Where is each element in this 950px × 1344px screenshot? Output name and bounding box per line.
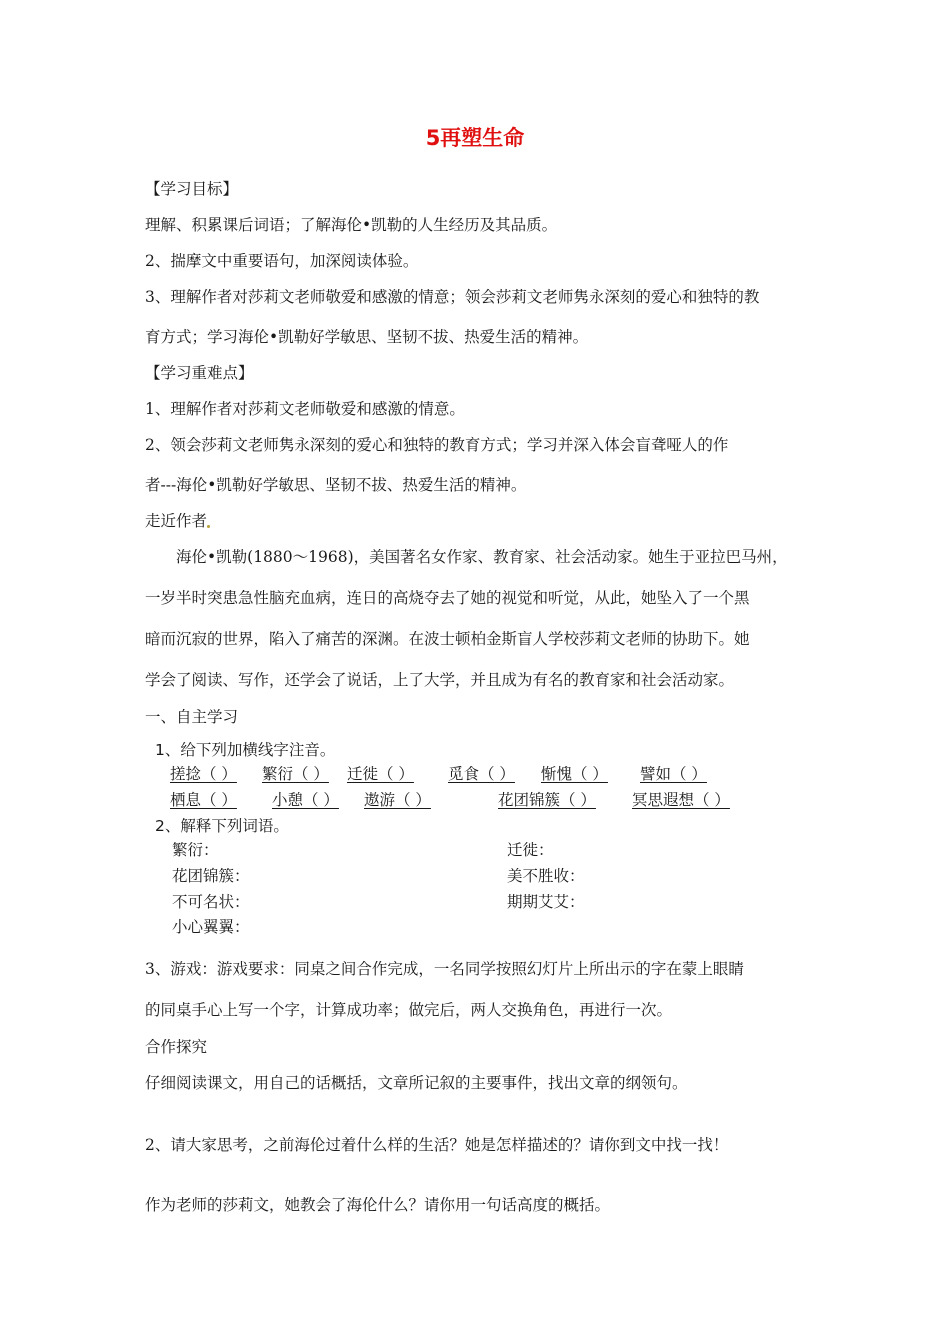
page-title: 5再塑生命 [425, 126, 525, 150]
pinyin-item: 栖息（ ） [170, 791, 237, 809]
goal-item: 理解、积累课后词语；了解海伦•凯勒的人生经历及其品质。 [145, 216, 558, 234]
pinyin-item: 惭愧（ ） [541, 765, 608, 783]
question-3-line: 3、游戏：游戏要求：同桌之间合作完成，一名同学按照幻灯片上所出示的字在蒙上眼睛 [145, 960, 744, 978]
key-point-item: 2、领会莎莉文老师隽永深刻的爱心和独特的教育方式；学习并深入体会盲聋哑人的作 [145, 436, 729, 454]
author-paragraph-line: 一岁半时突患急性脑充血病，连日的高烧夺去了她的视觉和听觉，从此，她坠入了一个黑 [145, 589, 750, 607]
pinyin-item: 遨游（ ） [364, 791, 431, 809]
decorative-dot [207, 525, 210, 528]
section-heading-goals: 【学习目标】 [145, 180, 239, 198]
author-paragraph-line: 学会了阅读、写作，还学会了说话，上了大学，并且成为有名的教育家和社会活动家。 [145, 671, 735, 689]
question-3-line: 的同桌手心上写一个字，计算成功率；做完后，两人交换角色，再进行一次。 [145, 1001, 673, 1019]
goal-item: 育方式；学习海伦•凯勒好学敏思、坚韧不拔、热爱生活的精神。 [145, 328, 589, 346]
goal-item: 2、揣摩文中重要语句，加深阅读体验。 [145, 252, 419, 270]
vocab-term: 繁衍： [172, 841, 219, 859]
vocab-term: 小心翼翼： [172, 918, 250, 936]
question-1: 1、给下列加横线字注音。 [155, 741, 336, 759]
coop-question: 作为老师的莎莉文，她教会了海伦什么？请你用一句话高度的概括。 [145, 1196, 611, 1214]
key-point-item: 1、理解作者对莎莉文老师敬爱和感激的情意。 [145, 400, 465, 418]
vocab-term: 迁徙： [507, 841, 554, 859]
pinyin-item: 冥思遐想（ ） [632, 791, 730, 809]
pinyin-item: 小憩（ ） [272, 791, 339, 809]
self-study-heading: 一、自主学习 [145, 708, 239, 726]
coop-question: 2、请大家思考，之前海伦过着什么样的生活？她是怎样描述的？请你到文中找一找！ [145, 1136, 729, 1154]
author-heading: 走近作者 [145, 510, 210, 532]
author-paragraph-line: 暗而沉寂的世界，陷入了痛苦的深渊。在波士顿柏金斯盲人学校莎莉文老师的协助下。她 [145, 630, 750, 648]
goal-item: 3、理解作者对莎莉文老师敬爱和感激的情意；领会莎莉文老师隽永深刻的爱心和独特的教 [145, 288, 760, 306]
pinyin-item: 譬如（ ） [640, 765, 707, 783]
vocab-term: 不可名状： [172, 893, 250, 911]
vocab-term: 期期艾艾： [507, 893, 585, 911]
coop-heading: 合作探究 [145, 1038, 208, 1056]
question-2: 2、解释下列词语。 [155, 817, 289, 835]
pinyin-item: 繁衍（ ） [262, 765, 329, 783]
pinyin-item: 觅食（ ） [448, 765, 515, 783]
pinyin-item: 搓捻（ ） [170, 765, 237, 783]
pinyin-item: 迁徙（ ） [347, 765, 414, 783]
author-paragraph-line: 海伦•凯勒(1880～1968)，美国著名女作家、教育家、社会活动家。她生于亚拉巴马州， [176, 548, 788, 566]
pinyin-item: 花团锦簇（ ） [498, 791, 596, 809]
vocab-term: 花团锦簇： [172, 867, 250, 885]
coop-question: 仔细阅读课文，用自己的话概括，文章所记叙的主要事件，找出文章的纲领句。 [145, 1074, 688, 1092]
section-heading-key-points: 【学习重难点】 [145, 364, 254, 382]
vocab-term: 美不胜收： [507, 867, 585, 885]
key-point-item: 者---海伦•凯勒好学敏思、坚韧不拔、热爱生活的精神。 [145, 476, 527, 494]
